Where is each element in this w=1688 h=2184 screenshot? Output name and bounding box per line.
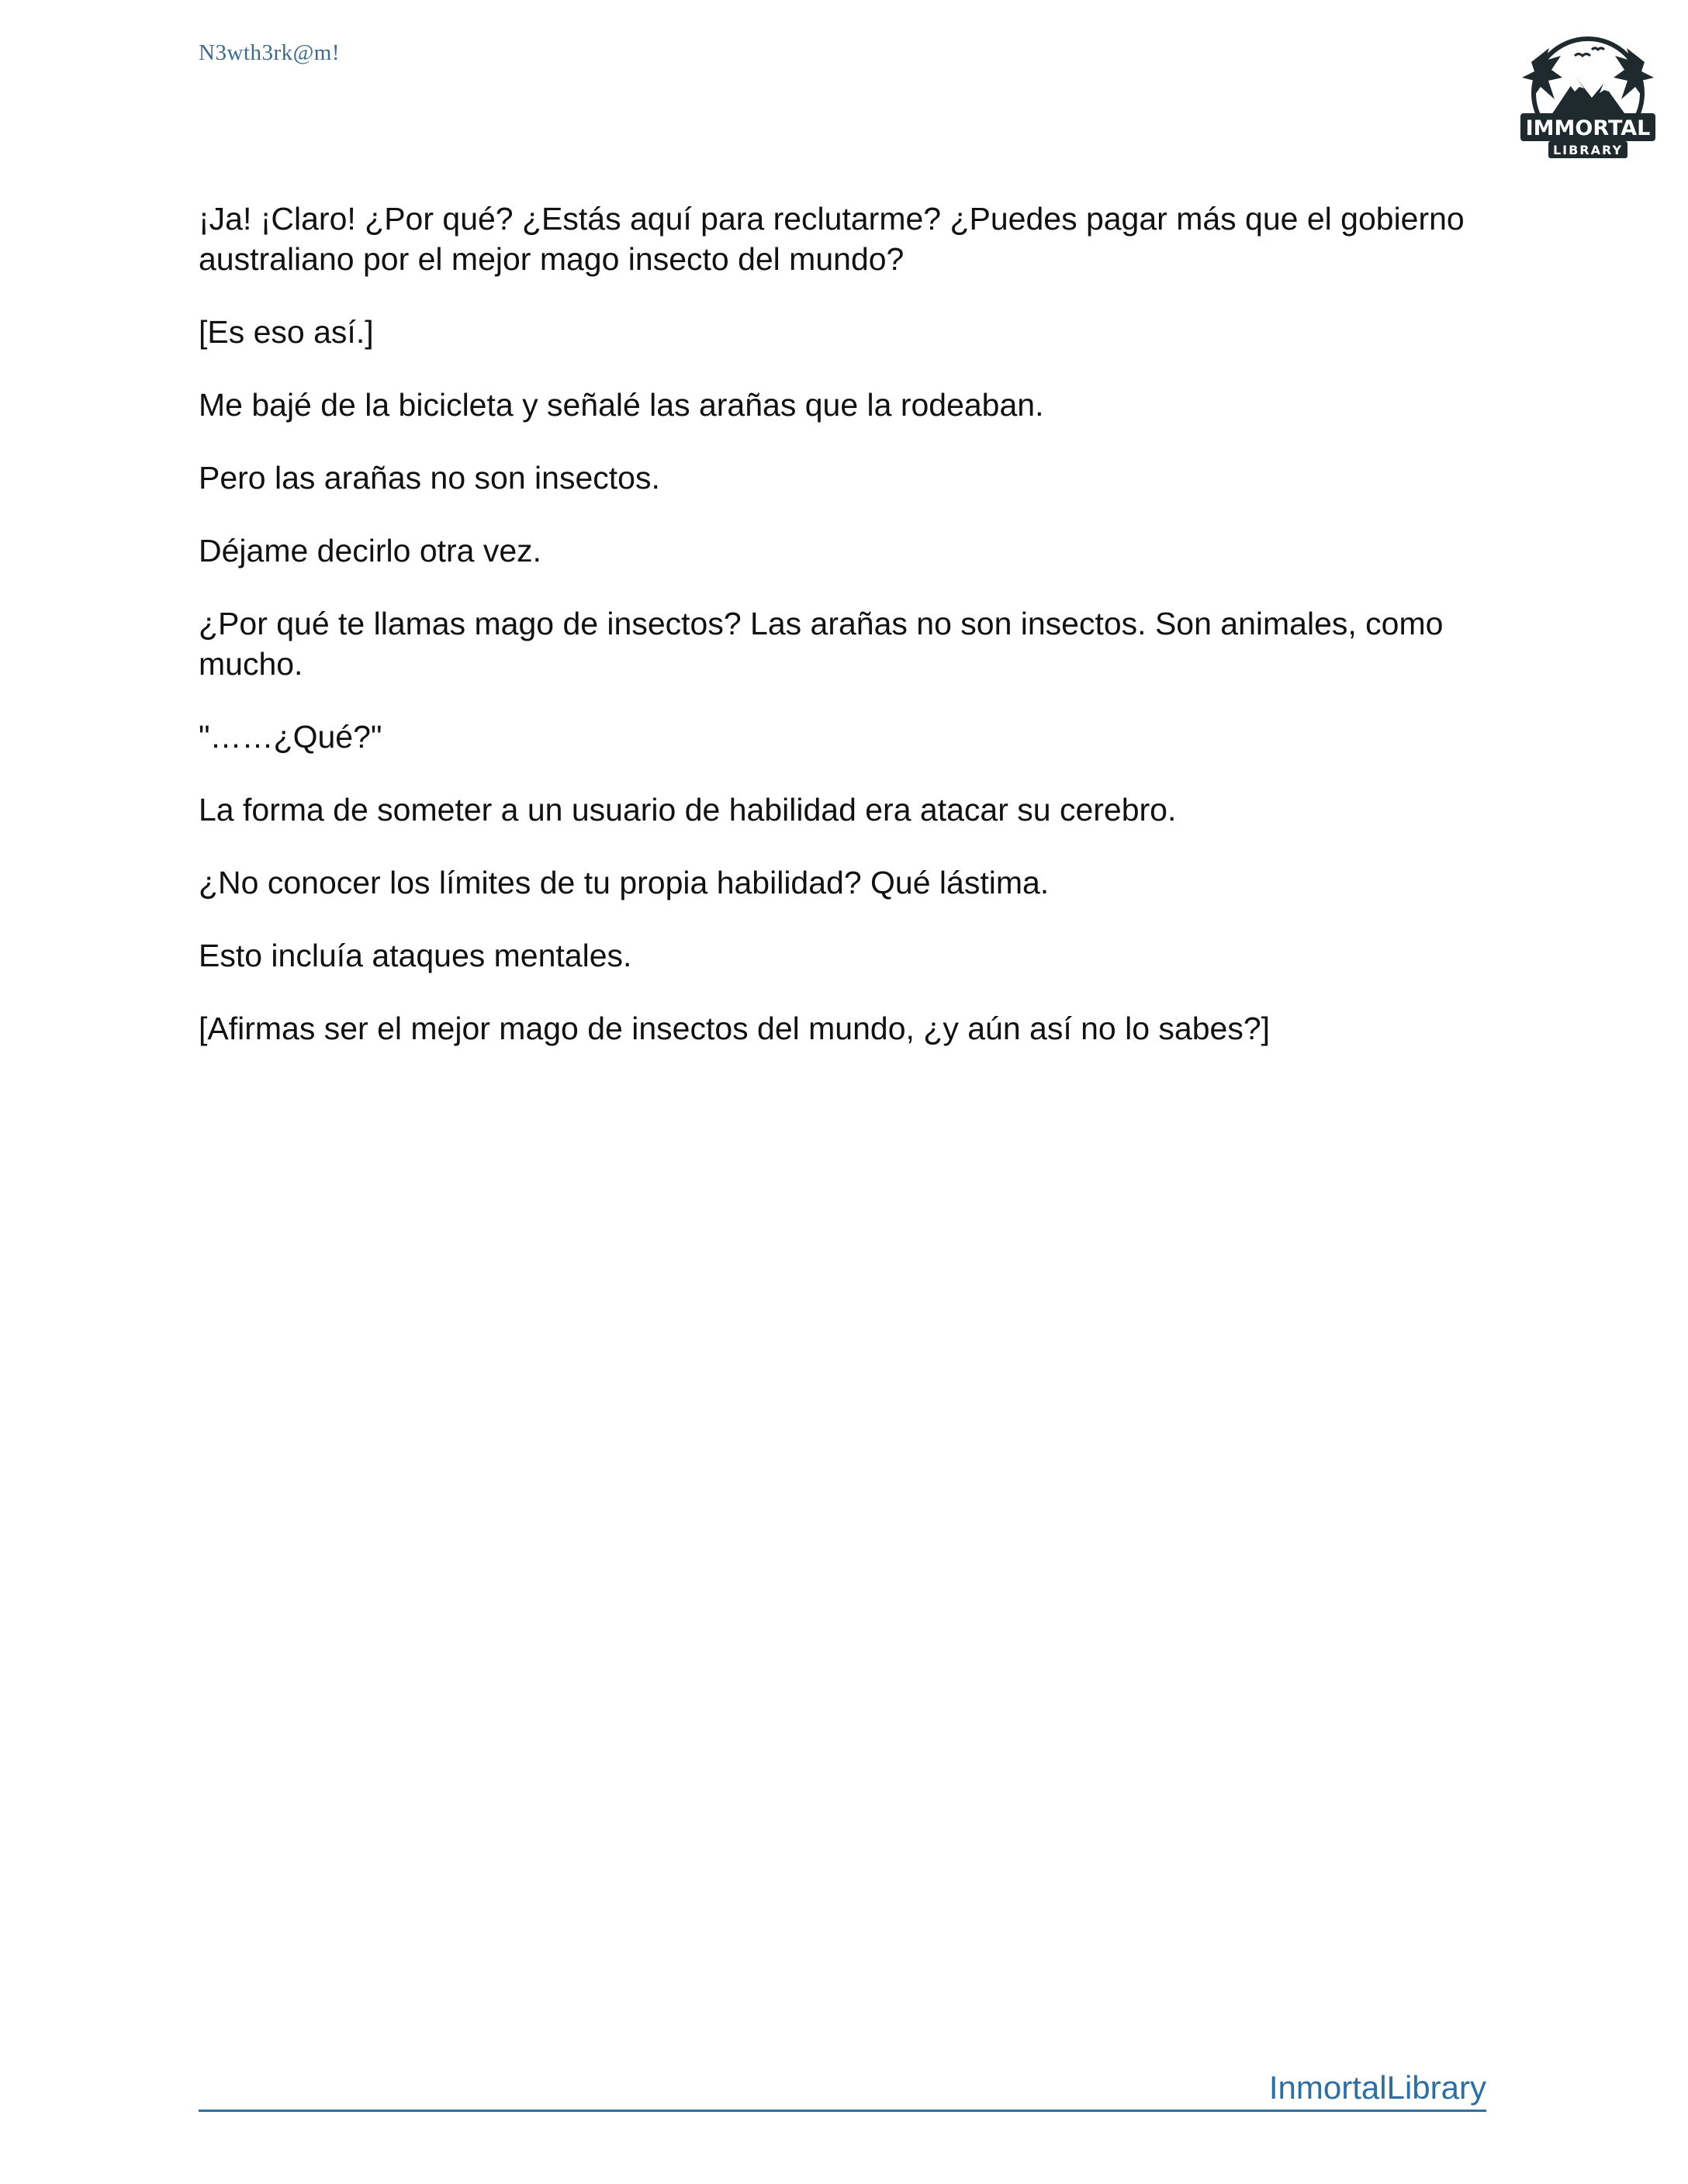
paragraph: Déjame decirlo otra vez. xyxy=(199,533,542,568)
paragraph: [Afirmas ser el mejor mago de insectos del mundo, ¿y aún así no lo sabes?] xyxy=(199,1011,1271,1046)
paragraph: Pero las arañas no son insectos. xyxy=(199,460,660,496)
paragraph: ¿No conocer los límites de tu propia habilidad? Qué lástima. xyxy=(199,865,1050,900)
paragraph: ¿Por qué te llamas mago de insectos? Las arañas no son insectos. Son animales, como mucho. xyxy=(199,606,1444,682)
paragraph: Me bajé de la bicicleta y señalé las arañas que la rodeaban. xyxy=(199,387,1044,423)
immortal-library-logo-icon xyxy=(1514,33,1662,164)
header-watermark: N3wth3rk@m! xyxy=(199,40,341,65)
paragraph: ¡Ja! ¡Claro! ¿Por qué? ¿Estás aquí para reclutarme? ¿Puedes pagar más que el gobierno australiano por el mejor mago insecto del mundo? xyxy=(199,201,1465,277)
paragraph: La forma de someter a un usuario de habilidad era atacar su cerebro. xyxy=(199,792,1177,828)
footer-link-inmortallibrary[interactable]: InmortalLibrary xyxy=(1268,2069,1486,2106)
paragraph: "……¿Qué?" xyxy=(199,719,382,755)
footer-rule xyxy=(199,2063,1486,2112)
document-body xyxy=(199,199,1471,1081)
paragraph: [Es eso así.] xyxy=(199,314,374,350)
paragraph: Esto incluía ataques mentales. xyxy=(199,938,632,973)
logo-text-bottom: LIBRARY xyxy=(1552,143,1624,157)
logo-text-top: IMMORTAL xyxy=(1525,116,1651,140)
